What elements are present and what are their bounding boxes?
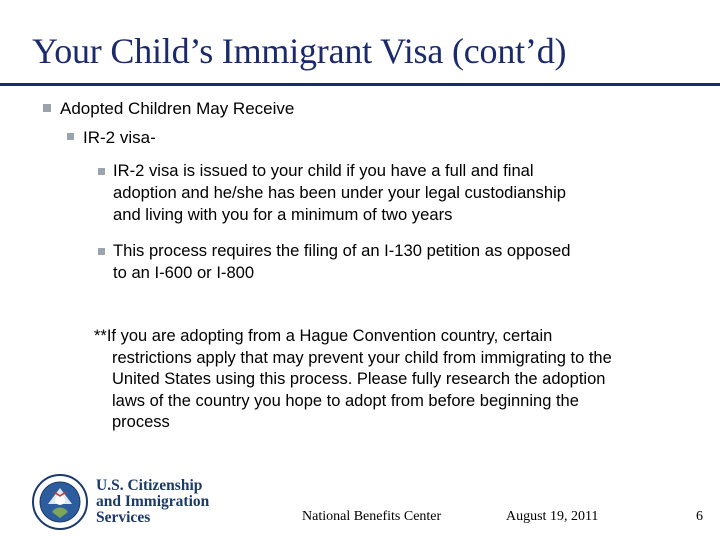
uscis-wordmark: [96, 478, 209, 526]
bullet-marker: [67, 133, 74, 140]
brand-line: and Immigration: [96, 493, 210, 510]
brand-line: Services: [96, 509, 151, 526]
hague-note: [94, 326, 612, 434]
bullet-level1: Adopted Children May Receive: [60, 99, 295, 118]
footer-date: August 19, 2011: [506, 509, 599, 524]
bullet-level3-b-line: This process requires the filing of an I-130 petition as opposed: [113, 241, 571, 260]
note-line: process: [112, 413, 170, 431]
bullet-level3-b-line: to an I-600 or I-800: [113, 263, 255, 282]
dhs-seal-icon: [32, 474, 88, 530]
bullet-level3-a-line: and living with you for a minimum of two years: [113, 205, 453, 224]
note-line: **If you are adopting from a Hague Convention country, certain: [94, 327, 553, 345]
note-line: United States using this process. Please fully research the adoption: [112, 370, 606, 388]
bullet-marker: [43, 104, 51, 112]
brand-line: U.S. Citizenship: [96, 477, 203, 494]
bullet-level3-a: [113, 160, 566, 226]
title-divider: [0, 83, 720, 86]
bullet-level3-b: [113, 240, 571, 284]
bullet-level3-a-line: adoption and he/she has been under your legal custodianship: [113, 183, 566, 202]
note-line: restrictions apply that may prevent your child from immigrating to the: [112, 348, 612, 367]
page-number: 6: [696, 509, 703, 524]
bullet-level3-a-line: IR-2 visa is issued to your child if you have a full and final: [113, 161, 534, 180]
bullet-level2: IR-2 visa-: [83, 128, 156, 147]
slide-title: Your Child’s Immigrant Visa (cont’d): [32, 31, 567, 71]
bullet-marker: [98, 168, 105, 175]
bullet-marker: [98, 248, 105, 255]
note-line: laws of the country you hope to adopt from before beginning the: [112, 391, 579, 410]
footer-center: National Benefits Center: [302, 509, 442, 524]
